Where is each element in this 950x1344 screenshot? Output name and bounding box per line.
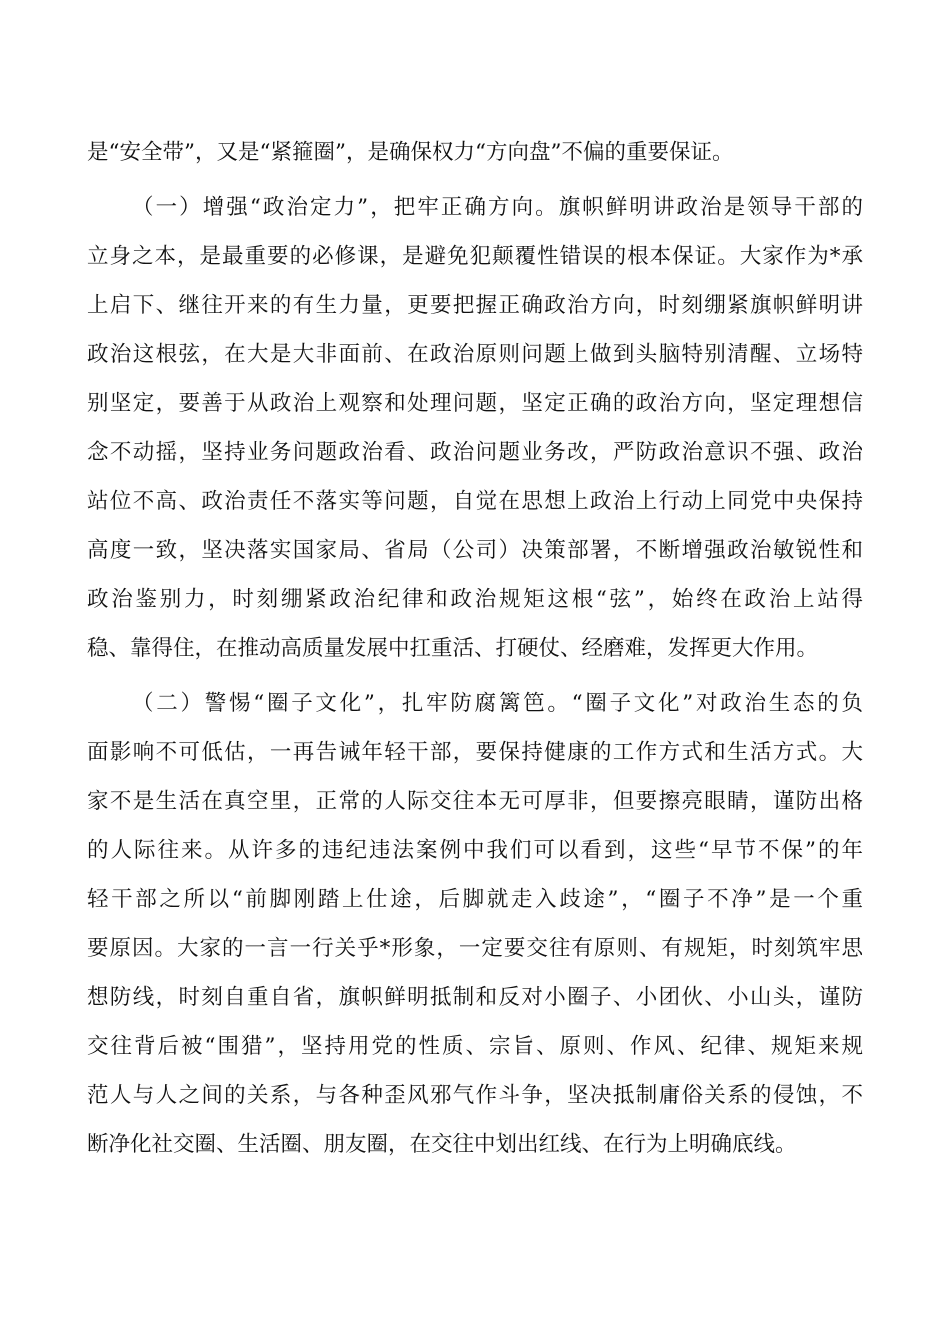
paragraph-line: 的人际往来。从许多的违纪违法案例中我们可以看到，这些“早节不保”的年 [87,838,863,863]
paragraph-line: 稳、靠得住，在推动高质量发展中扛重活、打硬仗、经磨难，发挥更大作用。 [87,636,819,661]
paragraph-line: 想防线，时刻自重自省，旗帜鲜明抵制和反对小圈子、小团伙、小山头，谨防 [87,985,863,1010]
paragraph-line: 要原因。大家的一言一行关乎*形象，一定要交往有原则、有规矩，时刻筑牢思 [87,936,863,961]
paragraph-line: 念不动摇，坚持业务问题政治看、政治问题业务改，严防政治意识不强、政治 [87,440,863,465]
paragraph-line: 政治鉴别力，时刻绷紧政治纪律和政治规矩这根“弦”，始终在政治上站得 [87,587,863,612]
paragraph-line: 断净化社交圈、生活圈、朋友圈，在交往中划出红线、在行为上明确底线。 [87,1132,797,1157]
paragraph-line: 交往背后被“围猎”，坚持用党的性质、宗旨、原则、作风、纪律、规矩来规 [87,1034,863,1059]
section-heading-line: （二）警惕“圈子文化”，扎牢防腐篱笆。“圈子文化”对政治生态的负 [132,691,863,716]
paragraph-line: 政治这根弦，在大是大非面前、在政治原则问题上做到头脑特别清醒、立场特 [87,342,863,367]
paragraph-line: 上启下、继往开来的有生力量，更要把握正确政治方向，时刻绷紧旗帜鲜明讲 [87,293,863,318]
paragraph-line: 高度一致，坚决落实国家局、省局（公司）决策部署，不断增强政治敏锐性和 [87,538,863,563]
paragraph-line: 是“安全带”，又是“紧箍圈”，是确保权力“方向盘”不偏的重要保证。 [87,140,734,165]
paragraph-line: 面影响不可低估，一再告诫年轻干部，要保持健康的工作方式和生活方式。大 [87,740,863,765]
paragraph-line: 范人与人之间的关系，与各种歪风邪气作斗争，坚决抵制庸俗关系的侵蚀，不 [87,1083,863,1108]
paragraph-line: 立身之本，是最重要的必修课，是避免犯颠覆性错误的根本保证。大家作为*承 [87,244,863,269]
paragraph-line: 轻干部之所以“前脚刚踏上仕途，后脚就走入歧途”，“圈子不净”是一个重 [87,887,863,912]
paragraph-line: 站位不高、政治责任不落实等问题，自觉在思想上政治上行动上同党中央保持 [87,489,863,514]
paragraph-line: 家不是生活在真空里，正常的人际交往本无可厚非，但要擦亮眼睛，谨防出格 [87,789,863,814]
paragraph-line: 别坚定，要善于从政治上观察和处理问题，坚定正确的政治方向，坚定理想信 [87,391,863,416]
section-heading-line: （一）增强“政治定力”，把牢正确方向。旗帜鲜明讲政治是领导干部的 [132,195,863,220]
